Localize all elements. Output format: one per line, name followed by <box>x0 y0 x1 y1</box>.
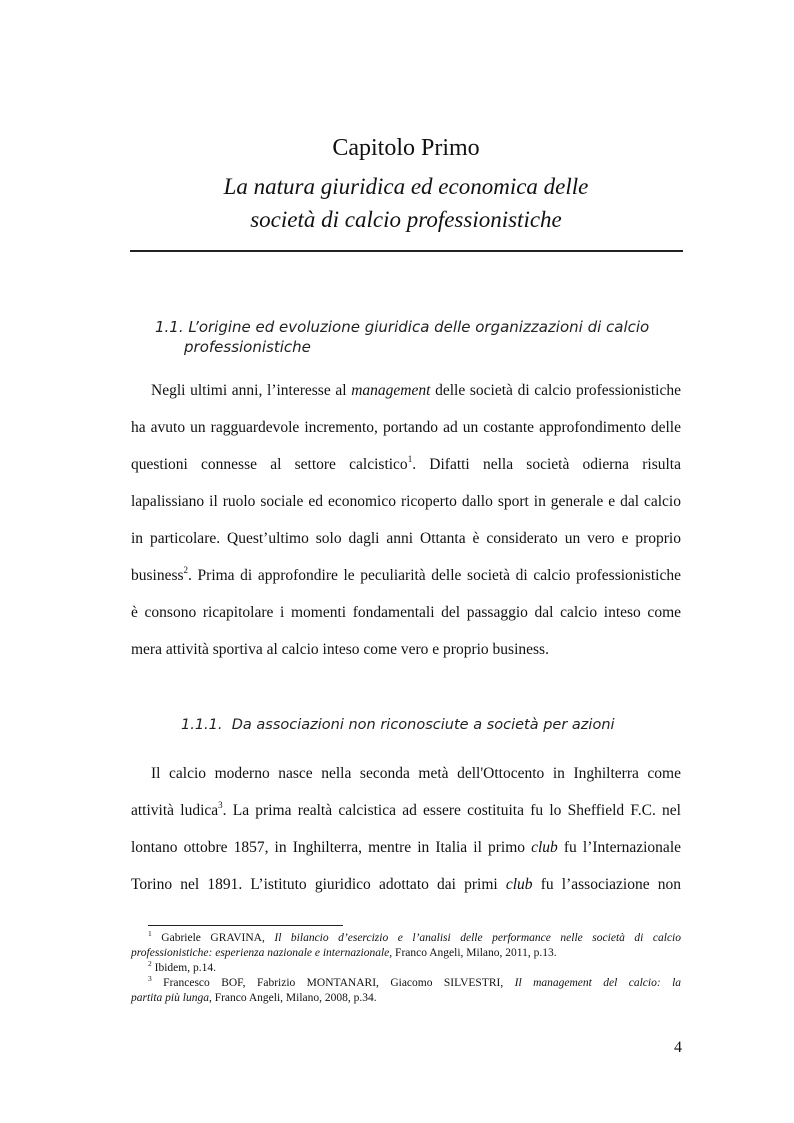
footnote-ref-2[interactable]: 2 <box>183 565 189 575</box>
footnote-separator <box>148 925 343 926</box>
text-run: Negli ultimi anni, l’interesse al <box>151 382 352 399</box>
section-number: 1.1. <box>155 318 184 336</box>
text-run: , Franco Angeli, Milano, 2011, p.13. <box>389 947 557 959</box>
emphasis-text: professionistiche: esperienza nazionale e internazionale <box>131 947 390 959</box>
text-run: . La prima realtà calcistica ad essere costituita fu lo Sheffield F.C. nel <box>222 802 681 819</box>
paragraph-line: Il calcio moderno nasce nella seconda metà dell'Ottocento in Inghilterra come <box>151 765 681 782</box>
paragraph-line <box>131 792 681 829</box>
paragraph-line: lapalissiano il ruolo sociale ed economico ricoperto dallo sport in generale e dal calcio <box>131 493 681 510</box>
paragraph-line <box>131 557 681 594</box>
text-run: Ibidem, p.14. <box>154 962 216 974</box>
emphasis-text: management <box>351 382 431 399</box>
text-run: attività ludica <box>131 802 219 819</box>
text-run: fu l’associazione non <box>532 876 681 893</box>
text-run: business <box>131 567 184 584</box>
footnote-3 <box>131 976 681 1006</box>
footnote-line <box>131 961 681 976</box>
text-run: lontano ottobre 1857, in Inghilterra, mentre in Italia il primo <box>131 839 532 856</box>
footnote-line <box>131 976 681 991</box>
footnote-2 <box>131 961 681 976</box>
emphasis-text: club <box>505 876 533 893</box>
text-run: , Franco Angeli, Milano, 2008, p.34. <box>208 992 377 1004</box>
chapter-subtitle-line-2: società di calcio professionistiche <box>250 207 562 232</box>
emphasis-text: Il management del calcio: la <box>514 977 682 989</box>
chapter-subtitle <box>130 170 682 236</box>
text-run: Gabriele GRAVINA, <box>161 932 275 944</box>
paragraph-line <box>131 372 681 409</box>
paragraph-line: in particolare. Quest’ultimo solo dagli anni Ottanta è considerato un vero e proprio <box>131 530 681 547</box>
text-run: delle società di calcio professionistiche <box>430 382 681 399</box>
paragraph-line: è consono ricapitolare i momenti fondamentali del passaggio dal calcio inteso come <box>131 604 681 621</box>
section-title-line-2: professionistiche <box>184 338 311 356</box>
subsection-number: 1.1.1. <box>181 717 223 733</box>
paragraph-line: ha avuto un ragguardevole incremento, portando ad un costante approfondimento delle <box>131 419 681 436</box>
footnote-number: 1 <box>148 929 152 938</box>
footnote-line <box>131 931 681 946</box>
paragraph-line <box>131 829 681 866</box>
text-run: fu l’Internazionale <box>557 839 681 856</box>
emphasis-text: partita più lunga <box>131 992 209 1004</box>
footnote-number: 3 <box>148 974 152 983</box>
chapter-label: Capitolo Primo <box>332 135 480 161</box>
paragraph-line: mera attività sportiva al calcio inteso come vero e proprio business. <box>131 641 549 658</box>
section-heading-1-1 <box>155 317 655 357</box>
body-paragraph-1 <box>131 372 681 668</box>
footnote-number: 2 <box>148 959 152 968</box>
paragraph-line <box>131 446 681 483</box>
subsection-title: Da associazioni non riconosciute a società per azioni <box>231 717 615 733</box>
section-heading-1-1-1 <box>181 715 661 735</box>
chapter-divider <box>130 250 683 252</box>
section-title-line-1: L’origine ed evoluzione giuridica delle organizzazioni di calcio <box>188 318 650 336</box>
chapter-subtitle-line-1: La natura giuridica ed economica delle <box>223 174 589 199</box>
text-run: . Prima di approfondire le peculiarità delle società di calcio professionistiche <box>188 567 681 584</box>
emphasis-text: club <box>531 839 558 856</box>
body-paragraph-2 <box>131 755 681 903</box>
footnote-1 <box>131 931 681 961</box>
text-run: questioni connesse al settore calcistico <box>131 456 408 473</box>
footnote-line <box>131 991 681 1006</box>
text-run: . Difatti nella società odierna risulta <box>412 456 681 473</box>
footnote-ref-1[interactable]: 1 <box>407 454 413 464</box>
footnote-line <box>131 946 681 961</box>
page-number: 4 <box>674 1039 682 1056</box>
emphasis-text: Il bilancio d’esercizio e l’analisi delle performance nelle società di calcio <box>274 932 681 944</box>
paragraph-line <box>131 866 681 903</box>
footnotes <box>131 931 681 1006</box>
text-run: Francesco BOF, Fabrizio MONTANARI, Giacomo SILVESTRI, <box>163 977 515 989</box>
text-run: Torino nel 1891. L’istituto giuridico adottato dai primi <box>131 876 506 893</box>
footnote-ref-3[interactable]: 3 <box>218 800 223 810</box>
